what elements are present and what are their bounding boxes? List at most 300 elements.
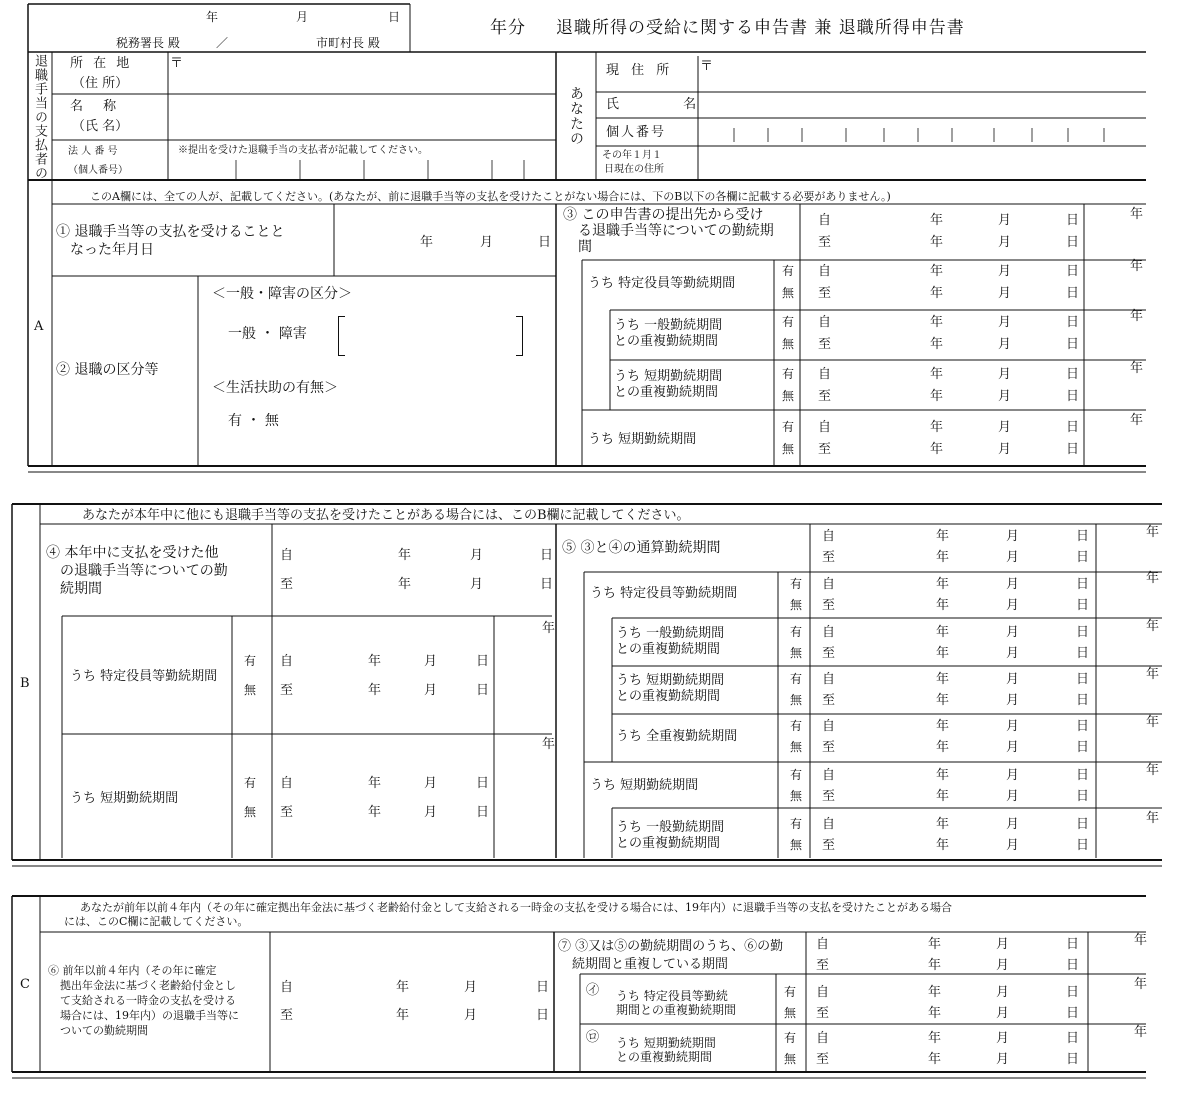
q6-from-day: 日 bbox=[536, 980, 550, 995]
q5-from-month: 月 bbox=[1006, 529, 1020, 544]
b5-full-overlap-has-option: 有 bbox=[790, 719, 803, 733]
b5-short-overlap-from-year: 年 bbox=[936, 672, 950, 687]
a-general-overlap-from-label: 自 bbox=[818, 315, 832, 330]
c-i-from-month: 月 bbox=[996, 985, 1010, 1000]
c-i-total-years: 年 bbox=[1134, 977, 1148, 992]
payer-name-field[interactable] bbox=[168, 94, 556, 140]
b5-special-officer-label: うち 特定役員等勤続期間 bbox=[590, 586, 738, 601]
section-a-instruction: このA欄には、全ての人が、記載してください。(あなたが、前に退職手当等の支払を受けたことがない場合には、下のB以下の各欄に記載する必要がありません。) bbox=[90, 190, 891, 203]
a-special-officer-to-label: 至 bbox=[818, 286, 832, 301]
b-short-period-label: うち 短期勤続期間 bbox=[70, 791, 179, 806]
b5-general-overlap-to-year: 年 bbox=[936, 646, 950, 661]
c-i-to-month: 月 bbox=[996, 1006, 1010, 1021]
c-i-from-day: 日 bbox=[1066, 985, 1080, 1000]
a-short-period-has-option: 有 bbox=[782, 420, 795, 434]
q4-label-2: の退職手当等についての勤 bbox=[60, 563, 228, 579]
b5-full-overlap-from-month: 月 bbox=[1006, 719, 1020, 734]
b5-full-overlap-none-option: 無 bbox=[790, 740, 803, 754]
b5-short-overlap-to-month: 月 bbox=[1006, 693, 1020, 708]
corp-number-sub: （個人番号） bbox=[68, 165, 128, 176]
b5-short-period-from-day: 日 bbox=[1076, 768, 1090, 783]
q3-period-field[interactable] bbox=[810, 210, 1082, 254]
b5-short-overlap-label-1: うち 短期勤続期間 bbox=[616, 673, 725, 688]
a-short-period-none-option: 無 bbox=[782, 442, 795, 456]
q5-to-year: 年 bbox=[936, 550, 950, 565]
a-general-overlap-has-option: 有 bbox=[782, 315, 795, 329]
section-b-letter: B bbox=[20, 676, 30, 691]
b5-full-overlap-to-day: 日 bbox=[1076, 740, 1090, 755]
mayor-label: 市町村長 殿 bbox=[316, 36, 380, 50]
b5-full-overlap-to-year: 年 bbox=[936, 740, 950, 755]
a-short-period-from-year: 年 bbox=[930, 420, 944, 435]
q4-from-month: 月 bbox=[470, 548, 484, 563]
b5-general-overlap-from-day: 日 bbox=[1076, 625, 1090, 640]
form-title: 退職所得の受給に関する申告書 兼 退職所得申告書 bbox=[556, 18, 965, 38]
b5-full-overlap-to-label: 至 bbox=[822, 740, 836, 755]
q4-period-field[interactable] bbox=[272, 545, 556, 603]
c-i-from-label: 自 bbox=[816, 985, 830, 1000]
b-short-period-to-day: 日 bbox=[476, 805, 490, 820]
b5-short-overlap-from-label: 自 bbox=[822, 672, 836, 687]
a-short-overlap-label-1: うち 短期勤続期間 bbox=[614, 369, 723, 384]
b5-general-overlap-to-label: 至 bbox=[822, 646, 836, 661]
q4-to-day: 日 bbox=[540, 577, 554, 592]
a-short-period-total-years: 年 bbox=[1130, 413, 1144, 428]
b5-general-overlap-to-month: 月 bbox=[1006, 646, 1020, 661]
general-disability-options[interactable]: 一般 ・ 障害 bbox=[228, 326, 307, 342]
payer-address-label: 所 在 地 bbox=[70, 56, 133, 71]
b5-short-period-has-option: 有 bbox=[790, 768, 803, 782]
a-special-officer-none-option: 無 bbox=[782, 286, 795, 300]
q3-total-years: 年 bbox=[1130, 207, 1144, 222]
b5-short-period-total-years: 年 bbox=[1146, 763, 1160, 778]
b5-short-overlap-to-year: 年 bbox=[936, 693, 950, 708]
b-special-officer-to-label: 至 bbox=[280, 683, 294, 698]
c-i-label-2: 期間との重複勤続期間 bbox=[616, 1003, 737, 1017]
q7-period-field[interactable] bbox=[808, 934, 1082, 976]
ro-mark: ㋺ bbox=[586, 1030, 600, 1045]
q7-total-years: 年 bbox=[1134, 933, 1148, 948]
b5-full-overlap-label: うち 全重複勤続期間 bbox=[616, 729, 738, 744]
b5-general-overlap-total-years: 年 bbox=[1146, 619, 1160, 634]
q6-from-year: 年 bbox=[396, 980, 410, 995]
b5-general-overlap2-to-day: 日 bbox=[1076, 838, 1090, 853]
b-special-officer-period-field[interactable] bbox=[272, 651, 492, 709]
b5-general-overlap-period-field[interactable] bbox=[814, 622, 1092, 664]
b-special-officer-to-month: 月 bbox=[424, 683, 438, 698]
q4-from-day: 日 bbox=[540, 548, 554, 563]
c-ro-label-1: うち 短期勤続期間 bbox=[616, 1036, 716, 1050]
b-special-officer-to-year: 年 bbox=[368, 683, 382, 698]
a-short-overlap-period-field[interactable] bbox=[810, 364, 1082, 408]
c-i-to-year: 年 bbox=[928, 1006, 942, 1021]
q3-label-2: る退職手当等についての勤続期 bbox=[578, 223, 774, 239]
q3-from-month: 月 bbox=[998, 213, 1012, 228]
q7-from-month: 月 bbox=[996, 937, 1010, 952]
b5-general-overlap-to-day: 日 bbox=[1076, 646, 1090, 661]
a-special-officer-from-label: 自 bbox=[818, 264, 832, 279]
you-postal-mark: 〒 bbox=[700, 59, 714, 74]
b-short-period-total-years: 年 bbox=[542, 737, 556, 752]
q3-to-day: 日 bbox=[1066, 235, 1080, 250]
a-short-period-to-year: 年 bbox=[930, 442, 944, 457]
a-general-overlap-none-option: 無 bbox=[782, 337, 795, 351]
b-short-period-has-option: 有 bbox=[244, 776, 257, 790]
welfare-heading: ＜生活扶助の有無＞ bbox=[212, 380, 338, 396]
b5-special-officer-has-option: 有 bbox=[790, 577, 803, 591]
c-ro-to-month: 月 bbox=[996, 1052, 1010, 1067]
b5-full-overlap-to-month: 月 bbox=[1006, 740, 1020, 755]
b5-special-officer-period-field[interactable] bbox=[814, 574, 1092, 616]
b-special-officer-from-year: 年 bbox=[368, 654, 382, 669]
you-address-label: 現 住 所 bbox=[606, 63, 674, 78]
a-general-overlap-to-year: 年 bbox=[930, 337, 944, 352]
b5-short-period-to-label: 至 bbox=[822, 789, 836, 804]
tax-office-label: 税務署長 殿 bbox=[116, 36, 180, 50]
c-ro-to-year: 年 bbox=[928, 1052, 942, 1067]
c-ro-to-day: 日 bbox=[1066, 1052, 1080, 1067]
a-general-overlap-from-year: 年 bbox=[930, 315, 944, 330]
c-ro-to-label: 至 bbox=[816, 1052, 830, 1067]
b5-general-overlap2-total-years: 年 bbox=[1146, 811, 1160, 826]
q1-year: 年 bbox=[420, 235, 434, 250]
a-short-period-to-day: 日 bbox=[1066, 442, 1080, 457]
b5-general-overlap2-has-option: 有 bbox=[790, 817, 803, 831]
b5-special-officer-none-option: 無 bbox=[790, 598, 803, 612]
b5-special-officer-to-year: 年 bbox=[936, 598, 950, 613]
c-ro-has-option: 有 bbox=[784, 1031, 797, 1045]
c-ro-from-month: 月 bbox=[996, 1031, 1010, 1046]
section-c-instruction-1: あなたが前年以前４年内（その年に確定拠出年金法に基づく老齢給付金として支給される一時金の支払を受ける場合には、19年内）に退職手当等の支払を受けたことがある場合 bbox=[80, 901, 952, 914]
date-day-label: 日 bbox=[388, 10, 401, 24]
c-i-period-field[interactable] bbox=[808, 982, 1082, 1024]
a-short-overlap-none-option: 無 bbox=[782, 389, 795, 403]
q1-label-2: なった年月日 bbox=[70, 242, 154, 258]
q4-to-month: 月 bbox=[470, 577, 484, 592]
general-disability-heading: ＜一般・障害の区分＞ bbox=[212, 286, 352, 302]
b5-short-overlap-has-option: 有 bbox=[790, 672, 803, 686]
a-short-overlap-from-year: 年 bbox=[930, 367, 944, 382]
a-special-officer-has-option: 有 bbox=[782, 264, 795, 278]
b-special-officer-label: うち 特定役員等勤続期間 bbox=[70, 669, 218, 684]
q6-to-month: 月 bbox=[464, 1008, 478, 1023]
b5-general-overlap2-period-field[interactable] bbox=[814, 814, 1092, 856]
q3-from-day: 日 bbox=[1066, 213, 1080, 228]
a-special-officer-from-month: 月 bbox=[998, 264, 1012, 279]
q4-label-1: ④ 本年中に支払を受けた他 bbox=[46, 545, 219, 561]
b5-short-overlap-label-2: との重複勤続期間 bbox=[616, 689, 721, 704]
a-general-overlap-label-2: との重複勤続期間 bbox=[614, 334, 719, 349]
a-general-overlap-from-month: 月 bbox=[998, 315, 1012, 330]
postal-mark: 〒 bbox=[170, 56, 184, 71]
b5-general-overlap2-to-year: 年 bbox=[936, 838, 950, 853]
b5-general-overlap-from-year: 年 bbox=[936, 625, 950, 640]
jan1-address-label-1: その年１月１ bbox=[602, 150, 662, 161]
b5-short-overlap-total-years: 年 bbox=[1146, 667, 1160, 682]
payer-name-sub: （氏 名） bbox=[72, 119, 129, 134]
i-mark: ㋑ bbox=[586, 983, 600, 998]
a-short-overlap-to-day: 日 bbox=[1066, 389, 1080, 404]
a-short-period-period-field[interactable] bbox=[810, 417, 1082, 461]
b5-general-overlap-from-label: 自 bbox=[822, 625, 836, 640]
q6-label-2: 拠出年金法に基づく老齢給付金とし bbox=[60, 979, 236, 992]
b5-general-overlap-from-month: 月 bbox=[1006, 625, 1020, 640]
you-name-field[interactable] bbox=[698, 94, 1146, 118]
b5-short-overlap-none-option: 無 bbox=[790, 693, 803, 707]
b-special-officer-from-day: 日 bbox=[476, 654, 490, 669]
b5-short-overlap-period-field[interactable] bbox=[814, 669, 1092, 711]
b5-special-officer-to-month: 月 bbox=[1006, 598, 1020, 613]
b5-short-period-from-month: 月 bbox=[1006, 768, 1020, 783]
b5-general-overlap2-from-year: 年 bbox=[936, 817, 950, 832]
a-special-officer-to-month: 月 bbox=[998, 286, 1012, 301]
b-short-period-to-month: 月 bbox=[424, 805, 438, 820]
payer-side-label: 退職手当の支払者の bbox=[32, 54, 47, 180]
b5-short-overlap-to-day: 日 bbox=[1076, 693, 1090, 708]
q1-label-1: ① 退職手当等の支払を受けることと bbox=[56, 224, 285, 240]
q5-from-label: 自 bbox=[822, 529, 836, 544]
c-ro-from-year: 年 bbox=[928, 1031, 942, 1046]
a-general-overlap-to-month: 月 bbox=[998, 337, 1012, 352]
b5-short-period-to-year: 年 bbox=[936, 789, 950, 804]
q1-day: 日 bbox=[538, 235, 552, 250]
left-bracket bbox=[338, 316, 345, 356]
q4-from-label: 自 bbox=[280, 548, 294, 563]
jan1-address-field[interactable] bbox=[698, 148, 1146, 180]
b5-short-overlap-from-day: 日 bbox=[1076, 672, 1090, 687]
q3-label-3: 間 bbox=[578, 239, 592, 255]
q5-period-field[interactable] bbox=[814, 526, 1092, 568]
q5-from-day: 日 bbox=[1076, 529, 1090, 544]
a-special-officer-label: うち 特定役員等勤続期間 bbox=[588, 276, 736, 291]
b5-general-overlap-none-option: 無 bbox=[790, 646, 803, 660]
a-general-overlap-to-label: 至 bbox=[818, 337, 832, 352]
c-ro-period-field[interactable] bbox=[808, 1028, 1082, 1070]
q7-from-day: 日 bbox=[1066, 937, 1080, 952]
b-short-period-to-label: 至 bbox=[280, 805, 294, 820]
c-i-has-option: 有 bbox=[784, 985, 797, 999]
c-ro-from-day: 日 bbox=[1066, 1031, 1080, 1046]
c-i-none-option: 無 bbox=[784, 1006, 797, 1020]
b5-special-officer-from-label: 自 bbox=[822, 577, 836, 592]
c-i-to-day: 日 bbox=[1066, 1006, 1080, 1021]
b5-full-overlap-period-field[interactable] bbox=[814, 716, 1092, 758]
q2-label: ② 退職の区分等 bbox=[56, 362, 159, 378]
b5-short-period-to-month: 月 bbox=[1006, 789, 1020, 804]
b-short-period-from-year: 年 bbox=[368, 776, 382, 791]
q4-from-year: 年 bbox=[398, 548, 412, 563]
slash-label: ／ bbox=[216, 36, 229, 50]
b-special-officer-has-option: 有 bbox=[244, 654, 257, 668]
a-short-overlap-to-label: 至 bbox=[818, 389, 832, 404]
q7-to-day: 日 bbox=[1066, 958, 1080, 973]
b-special-officer-from-month: 月 bbox=[424, 654, 438, 669]
welfare-options[interactable]: 有 ・ 無 bbox=[228, 413, 279, 429]
q6-label-3: て支給される一時金の支払を受ける bbox=[60, 994, 236, 1007]
a-short-overlap-from-month: 月 bbox=[998, 367, 1012, 382]
q3-label-1: ③ この申告書の提出先から受け bbox=[563, 207, 764, 223]
a-short-period-from-day: 日 bbox=[1066, 420, 1080, 435]
b5-short-period-to-day: 日 bbox=[1076, 789, 1090, 804]
a-special-officer-to-day: 日 bbox=[1066, 286, 1080, 301]
q6-label-5: ついての勤続期間 bbox=[60, 1024, 148, 1037]
title-year: 年分 bbox=[490, 18, 526, 38]
a-general-overlap-to-day: 日 bbox=[1066, 337, 1080, 352]
section-b-instruction: あなたが本年中に他にも退職手当等の支払を受けたことがある場合には、このB欄に記載してください。 bbox=[82, 508, 690, 523]
q7-to-year: 年 bbox=[928, 958, 942, 973]
b5-general-overlap-has-option: 有 bbox=[790, 625, 803, 639]
b5-full-overlap-from-year: 年 bbox=[936, 719, 950, 734]
corp-number-label: 法 人 番 号 bbox=[68, 146, 118, 157]
b5-general-overlap2-from-month: 月 bbox=[1006, 817, 1020, 832]
q6-from-label: 自 bbox=[280, 980, 294, 995]
b5-special-officer-to-day: 日 bbox=[1076, 598, 1090, 613]
b5-short-period-from-year: 年 bbox=[936, 768, 950, 783]
b-special-officer-none-option: 無 bbox=[244, 683, 257, 697]
c-i-label-1: うち 特定役員等勤続 bbox=[616, 989, 728, 1003]
q3-to-month: 月 bbox=[998, 235, 1012, 250]
a-short-period-from-month: 月 bbox=[998, 420, 1012, 435]
b5-general-overlap-label-1: うち 一般勤続期間 bbox=[616, 626, 725, 641]
a-short-period-from-label: 自 bbox=[818, 420, 832, 435]
b5-special-officer-to-label: 至 bbox=[822, 598, 836, 613]
b5-general-overlap2-from-day: 日 bbox=[1076, 817, 1090, 832]
b-special-officer-to-day: 日 bbox=[476, 683, 490, 698]
b-special-officer-total-years: 年 bbox=[542, 621, 556, 636]
q7-to-label: 至 bbox=[816, 958, 830, 973]
a-special-officer-from-year: 年 bbox=[930, 264, 944, 279]
a-special-officer-from-day: 日 bbox=[1066, 264, 1080, 279]
q7-label-2: 続期間と重複している期間 bbox=[572, 957, 729, 972]
q6-to-year: 年 bbox=[396, 1008, 410, 1023]
q7-label-1: ⑦ ③又は⑤の勤続期間のうち、⑥の勤 bbox=[558, 939, 784, 954]
q5-to-label: 至 bbox=[822, 550, 836, 565]
date-month-label: 月 bbox=[296, 10, 309, 24]
a-special-officer-to-year: 年 bbox=[930, 286, 944, 301]
b5-special-officer-from-day: 日 bbox=[1076, 577, 1090, 592]
a-special-officer-period-field[interactable] bbox=[810, 261, 1082, 305]
b5-general-overlap2-label-1: うち 一般勤続期間 bbox=[616, 820, 725, 835]
q6-to-label: 至 bbox=[280, 1008, 294, 1023]
b-short-period-period-field[interactable] bbox=[272, 773, 492, 831]
q1-month: 月 bbox=[480, 235, 494, 250]
a-short-period-label: うち 短期勤続期間 bbox=[588, 432, 697, 447]
c-i-to-label: 至 bbox=[816, 1006, 830, 1021]
q3-to-label: 至 bbox=[818, 235, 832, 250]
a-short-overlap-has-option: 有 bbox=[782, 367, 795, 381]
payer-address-sub: （住 所） bbox=[72, 76, 129, 91]
b5-short-overlap-to-label: 至 bbox=[822, 693, 836, 708]
q6-label-4: 場合には、19年内）の退職手当等に bbox=[60, 1009, 239, 1022]
b5-general-overlap2-to-label: 至 bbox=[822, 838, 836, 853]
b5-general-overlap2-to-month: 月 bbox=[1006, 838, 1020, 853]
my-number-field[interactable] bbox=[698, 122, 1146, 146]
b-short-period-to-year: 年 bbox=[368, 805, 382, 820]
you-side-label: あなたの bbox=[568, 86, 584, 146]
b5-full-overlap-total-years: 年 bbox=[1146, 715, 1160, 730]
c-ro-total-years: 年 bbox=[1134, 1025, 1148, 1040]
a-short-period-to-label: 至 bbox=[818, 442, 832, 457]
a-general-overlap-period-field[interactable] bbox=[810, 312, 1082, 356]
b-short-period-from-month: 月 bbox=[424, 776, 438, 791]
b-short-period-from-day: 日 bbox=[476, 776, 490, 791]
a-short-overlap-to-month: 月 bbox=[998, 389, 1012, 404]
b5-short-period-label: うち 短期勤続期間 bbox=[590, 778, 699, 793]
q1-date-field[interactable] bbox=[334, 210, 556, 274]
corp-number-note: ※提出を受けた退職手当の支払者が記載してください。 bbox=[178, 145, 428, 156]
b5-short-period-period-field[interactable] bbox=[814, 765, 1092, 807]
corp-number-field[interactable] bbox=[168, 160, 556, 180]
b5-full-overlap-from-day: 日 bbox=[1076, 719, 1090, 734]
right-bracket bbox=[516, 316, 523, 356]
c-ro-none-option: 無 bbox=[784, 1052, 797, 1066]
q5-to-month: 月 bbox=[1006, 550, 1020, 565]
q3-from-label: 自 bbox=[818, 213, 832, 228]
q5-label: ⑤ ③と④の通算勤続期間 bbox=[562, 540, 721, 556]
a-general-overlap-from-day: 日 bbox=[1066, 315, 1080, 330]
b5-full-overlap-from-label: 自 bbox=[822, 719, 836, 734]
q4-to-year: 年 bbox=[398, 577, 412, 592]
a-general-overlap-label-1: うち 一般勤続期間 bbox=[614, 318, 723, 333]
b5-general-overlap2-from-label: 自 bbox=[822, 817, 836, 832]
q7-to-month: 月 bbox=[996, 958, 1010, 973]
jan1-address-label-2: 日現在の住所 bbox=[604, 164, 664, 175]
section-c-letter: C bbox=[20, 977, 30, 992]
q6-period-field[interactable] bbox=[272, 977, 552, 1033]
a-general-overlap-total-years: 年 bbox=[1130, 309, 1144, 324]
a-short-overlap-to-year: 年 bbox=[930, 389, 944, 404]
section-a-letter: A bbox=[34, 319, 44, 334]
c-ro-label-2: との重複勤続期間 bbox=[616, 1050, 713, 1064]
a-short-overlap-from-day: 日 bbox=[1066, 367, 1080, 382]
c-ro-from-label: 自 bbox=[816, 1031, 830, 1046]
q5-to-day: 日 bbox=[1076, 550, 1090, 565]
a-special-officer-total-years: 年 bbox=[1130, 259, 1144, 274]
q3-to-year: 年 bbox=[930, 235, 944, 250]
b5-special-officer-total-years: 年 bbox=[1146, 571, 1160, 586]
date-year-label: 年 bbox=[206, 10, 219, 24]
you-name-label: 氏 名 bbox=[606, 97, 727, 112]
b5-general-overlap2-label-2: との重複勤続期間 bbox=[616, 836, 721, 851]
b5-short-overlap-from-month: 月 bbox=[1006, 672, 1020, 687]
c-i-from-year: 年 bbox=[928, 985, 942, 1000]
q7-from-year: 年 bbox=[928, 937, 942, 952]
q7-from-label: 自 bbox=[816, 937, 830, 952]
q6-label-1: ⑥ 前年以前４年内（その年に確定 bbox=[48, 964, 217, 977]
a-short-overlap-total-years: 年 bbox=[1130, 361, 1144, 376]
q3-from-year: 年 bbox=[930, 213, 944, 228]
a-short-overlap-from-label: 自 bbox=[818, 367, 832, 382]
b-short-period-from-label: 自 bbox=[280, 776, 294, 791]
a-short-overlap-label-2: との重複勤続期間 bbox=[614, 385, 719, 400]
you-address-field[interactable] bbox=[712, 56, 1146, 92]
q6-to-day: 日 bbox=[536, 1008, 550, 1023]
b5-general-overlap-label-2: との重複勤続期間 bbox=[616, 642, 721, 657]
a-short-period-to-month: 月 bbox=[998, 442, 1012, 457]
section-c-instruction-2: には、このC欄に記載してください。 bbox=[64, 915, 249, 928]
q5-from-year: 年 bbox=[936, 529, 950, 544]
b5-short-period-none-option: 無 bbox=[790, 789, 803, 803]
b-special-officer-from-label: 自 bbox=[280, 654, 294, 669]
q6-from-month: 月 bbox=[464, 980, 478, 995]
payer-name-label: 名 称 bbox=[70, 99, 125, 114]
q5-total-years: 年 bbox=[1146, 525, 1160, 540]
my-number-label: 個人番号 bbox=[606, 125, 667, 140]
b5-special-officer-from-year: 年 bbox=[936, 577, 950, 592]
b5-short-period-from-label: 自 bbox=[822, 768, 836, 783]
q4-label-3: 続期間 bbox=[60, 581, 102, 597]
b5-special-officer-from-month: 月 bbox=[1006, 577, 1020, 592]
